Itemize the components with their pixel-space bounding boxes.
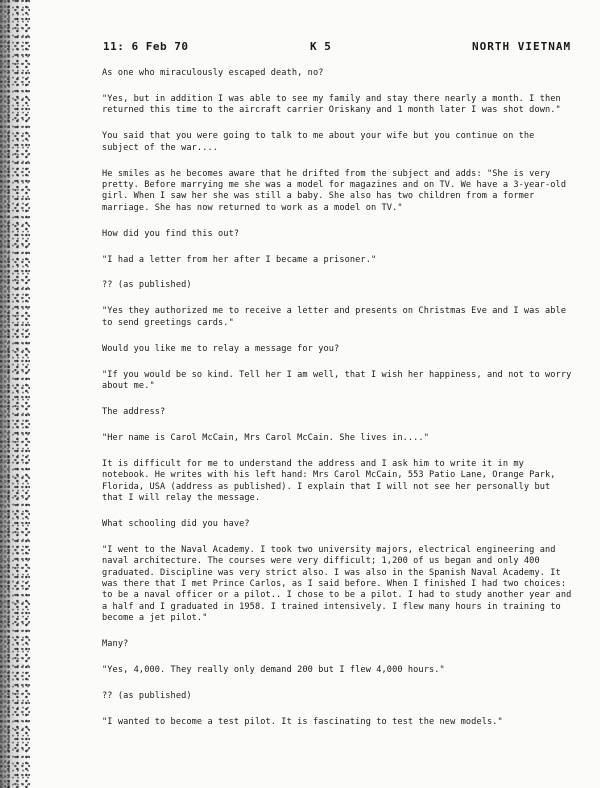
document-body	[102, 68, 572, 743]
header-page-number: K 5	[310, 40, 332, 53]
paragraph: The address?	[102, 406, 166, 417]
paragraph: "I had a letter from her after I became a prisoner."	[102, 254, 377, 265]
paragraph: As one who miraculously escaped death, no?	[102, 68, 324, 78]
paragraph: How did you find this out?	[102, 228, 240, 239]
paragraph: "If you would be so kind. Tell her I am well, that I wish her happiness, and not to worry about me."	[102, 369, 572, 391]
paragraph: "Her name is Carol McCain, Mrs Carol McCain. She lives in...."	[102, 432, 429, 443]
paragraph: "Yes they authorized me to receive a letter and presents on Christmas Eve and I was able to send greetings cards."	[102, 306, 567, 328]
paragraph: He smiles as he becomes aware that he drifted from the subject and adds: "She is very pretty. Before marrying me she was a model for magazines and on TV. We have a 3-year-old girl. When I saw her she was still a baby. She also has two children from a former marriage. She has now returned to work as a model on TV."	[102, 168, 567, 213]
paragraph: "I went to the Naval Academy. I took two university majors, electrical engineering and naval architecture. The courses were very difficult; 1,200 of us began and only 400 graduated. Discipline was very strict also. I was also in the Spanish Naval Academy. It was there that I met Prince Carlos, as I said before. When I finished I had two choices: to be a naval officer or a pilot.. I chose to be a pilot. I had to study another year and a half and I graduated in 1958. I trained intensively. I flew many hours in training to become a jet pilot."	[102, 544, 572, 624]
header-region: NORTH VIETNAM	[472, 40, 572, 53]
photocopy-edge-shadow	[0, 0, 10, 788]
paragraph: "Yes, 4,000. They really only demand 200 but I flew 4,000 hours."	[102, 665, 445, 675]
paragraph: "Yes, but in addition I was able to see my family and stay there nearly a month. I then returned this time to the aircraft carrier Oriskany and 1 month later I was shot down."	[102, 93, 561, 116]
paragraph: What schooling did you have?	[102, 518, 250, 529]
paragraph: Many?	[102, 639, 129, 650]
paragraph: You said that you were going to talk to me about your wife but you continue on the subject of the war....	[102, 131, 535, 153]
paragraph: ?? (as published)	[102, 690, 192, 701]
paragraph: It is difficult for me to understand the address and I ask him to write it in my notebook. He writes with his left hand: Mrs Carol McCain, 553 Patio Lane, Orange Park, Florida, USA (address as published). I explain that I will not see her personally but that I will relay the message.	[102, 458, 556, 503]
header-date: 11: 6 Feb 70	[103, 40, 189, 53]
paragraph: "I wanted to become a test pilot. It is fascinating to test the new models."	[102, 716, 503, 727]
paragraph: ?? (as published)	[102, 280, 192, 291]
paragraph: Would you like me to relay a message for you?	[102, 343, 340, 354]
